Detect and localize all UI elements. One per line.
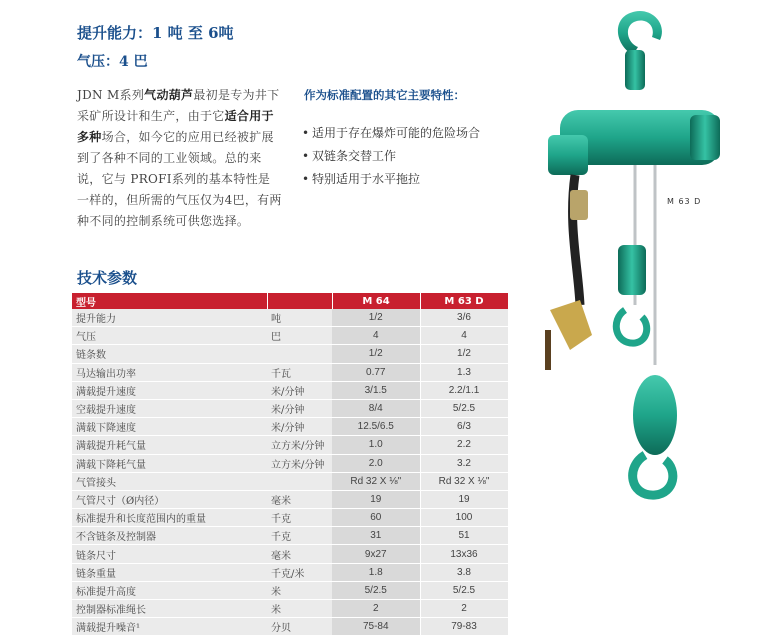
spec-unit: 吨 bbox=[267, 309, 332, 327]
spec-name: 气压 bbox=[72, 327, 267, 345]
spec-m64: 1/2 bbox=[332, 309, 420, 327]
table-row bbox=[72, 618, 508, 636]
spec-m64: 75-84 bbox=[332, 618, 420, 636]
spec-m63d: 79-83 bbox=[420, 618, 508, 636]
capacity-heading: 提升能力：1 吨 至 6吨 bbox=[77, 24, 234, 42]
spec-name: 标准提升和长度范围内的重量 bbox=[72, 509, 267, 527]
spec-m64: 12.5/6.5 bbox=[332, 418, 420, 436]
intro-bold-1: 气动葫芦 bbox=[144, 88, 194, 102]
intro-text-3: 场合，如今它的应用已经被扩展到了各种不同的工业领域。总的来说，它与 PROFI系列的基本特性是一样的，但所需的气压仅为4巴，有两种不同的控制系统可供您选择。 bbox=[77, 130, 282, 228]
spec-m64: 1.8 bbox=[332, 563, 420, 581]
spec-name: 马达输出功率 bbox=[72, 363, 267, 381]
table-row bbox=[72, 527, 508, 545]
spec-m63d: 4 bbox=[420, 327, 508, 345]
spec-name: 控制器标准绳长 bbox=[72, 600, 267, 618]
table-row bbox=[72, 345, 508, 363]
spec-unit: 米/分钟 bbox=[267, 399, 332, 417]
spec-name: 空载提升速度 bbox=[72, 399, 267, 417]
spec-m64: 60 bbox=[332, 509, 420, 527]
spec-m63d: 100 bbox=[420, 509, 508, 527]
spec-unit: 米 bbox=[267, 600, 332, 618]
spec-unit: 毫米 bbox=[267, 545, 332, 563]
spec-m64: 19 bbox=[332, 490, 420, 508]
header-unit bbox=[267, 293, 332, 309]
spec-m63d: 2.2 bbox=[420, 436, 508, 454]
intro-bold-2: 适合用于多种 bbox=[77, 109, 274, 144]
table-row bbox=[72, 563, 508, 581]
spec-m63d: 19 bbox=[420, 490, 508, 508]
pressure-heading: 气压：4 巴 bbox=[77, 54, 148, 70]
intro-text-1: JDN M系列 bbox=[77, 88, 145, 102]
spec-unit: 米/分钟 bbox=[267, 381, 332, 399]
spec-unit: 立方米/分钟 bbox=[267, 454, 332, 472]
tech-specs-title: 技术参数 bbox=[77, 269, 138, 287]
table-row bbox=[72, 363, 508, 381]
spec-unit bbox=[267, 345, 332, 363]
top-hook-icon bbox=[618, 11, 662, 55]
table-row bbox=[72, 327, 508, 345]
feature-item: • 特别适用于水平拖拉 bbox=[302, 172, 421, 186]
spec-name: 提升能力 bbox=[72, 309, 267, 327]
spec-m64: 5/2.5 bbox=[332, 581, 420, 599]
spec-name: 满载提升耗气量 bbox=[72, 436, 267, 454]
spec-m64: Rd 32 X ⅛" bbox=[332, 472, 420, 490]
spec-m64: 2 bbox=[332, 600, 420, 618]
spec-m63d: 13x36 bbox=[420, 545, 508, 563]
spec-name: 气管接头 bbox=[72, 472, 267, 490]
table-row bbox=[72, 418, 508, 436]
intro-text-2: 最初是专为井下采矿所设计和生产，由于它 bbox=[77, 88, 280, 123]
spec-unit: 毫米 bbox=[267, 490, 332, 508]
header-model: 型号 bbox=[72, 293, 267, 309]
spec-m64: 8/4 bbox=[332, 399, 420, 417]
spec-unit: 巴 bbox=[267, 327, 332, 345]
table-row bbox=[72, 545, 508, 563]
model-label: M 63 D bbox=[667, 197, 702, 206]
table-row bbox=[72, 436, 508, 454]
table-header-row bbox=[72, 293, 508, 309]
spec-name: 满载下降速度 bbox=[72, 418, 267, 436]
table-row bbox=[72, 381, 508, 399]
table-row bbox=[72, 399, 508, 417]
table-row bbox=[72, 472, 508, 490]
spec-name: 不含链条及控制器 bbox=[72, 527, 267, 545]
spec-name: 气管尺寸（Ø内径） bbox=[72, 490, 267, 508]
spec-name: 满载提升速度 bbox=[72, 381, 267, 399]
air-hoist-image bbox=[530, 5, 730, 510]
spec-m63d: 51 bbox=[420, 527, 508, 545]
spec-unit: 分贝 bbox=[267, 618, 332, 636]
spec-name: 满载下降耗气量 bbox=[72, 454, 267, 472]
features-title: 作为标准配置的其它主要特性： bbox=[304, 88, 465, 102]
spec-unit: 千克 bbox=[267, 527, 332, 545]
specs-table bbox=[72, 293, 509, 636]
spec-name: 链条重量 bbox=[72, 563, 267, 581]
spec-m63d: 2.2/1.1 bbox=[420, 381, 508, 399]
spec-m63d: Rd 32 X ⅛" bbox=[420, 472, 508, 490]
spec-m63d: 5/2.5 bbox=[420, 581, 508, 599]
spec-m63d: 3.8 bbox=[420, 563, 508, 581]
spec-m64: 1/2 bbox=[332, 345, 420, 363]
spec-m63d: 3.2 bbox=[420, 454, 508, 472]
spec-unit bbox=[267, 472, 332, 490]
spec-m64: 3/1.5 bbox=[332, 381, 420, 399]
table-row bbox=[72, 600, 508, 618]
spec-name: 标准提升高度 bbox=[72, 581, 267, 599]
table-row bbox=[72, 309, 508, 327]
table-row bbox=[72, 581, 508, 599]
feature-item: • 双链条交替工作 bbox=[302, 149, 397, 163]
features-list bbox=[302, 122, 480, 191]
spec-name: 满载提升噪音¹ bbox=[72, 618, 267, 636]
header-m63d: M 63 D bbox=[420, 293, 508, 309]
spec-m64: 4 bbox=[332, 327, 420, 345]
spec-unit: 米 bbox=[267, 581, 332, 599]
spec-unit: 千瓦 bbox=[267, 363, 332, 381]
spec-m64: 9x27 bbox=[332, 545, 420, 563]
spec-m63d: 2 bbox=[420, 600, 508, 618]
spec-unit: 立方米/分钟 bbox=[267, 436, 332, 454]
spec-m64: 1.0 bbox=[332, 436, 420, 454]
table-row bbox=[72, 509, 508, 527]
table-row bbox=[72, 490, 508, 508]
spec-m64: 2.0 bbox=[332, 454, 420, 472]
table-row bbox=[72, 454, 508, 472]
spec-unit: 米/分钟 bbox=[267, 418, 332, 436]
spec-m63d: 1.3 bbox=[420, 363, 508, 381]
middle-hook-icon bbox=[616, 310, 646, 343]
spec-m63d: 3/6 bbox=[420, 309, 508, 327]
spec-m64: 31 bbox=[332, 527, 420, 545]
spec-name: 链条尺寸 bbox=[72, 545, 267, 563]
spec-m63d: 5/2.5 bbox=[420, 399, 508, 417]
feature-item: • 适用于存在爆炸可能的危险场合 bbox=[302, 126, 481, 140]
spec-m63d: 1/2 bbox=[420, 345, 508, 363]
header-m64: M 64 bbox=[332, 293, 420, 309]
bottom-hook-icon bbox=[633, 455, 673, 495]
spec-unit: 千克 bbox=[267, 509, 332, 527]
spec-m63d: 6/3 bbox=[420, 418, 508, 436]
spec-m64: 0.77 bbox=[332, 363, 420, 381]
spec-unit: 千克/米 bbox=[267, 563, 332, 581]
spec-name: 链条数 bbox=[72, 345, 267, 363]
intro-paragraph bbox=[77, 85, 282, 232]
